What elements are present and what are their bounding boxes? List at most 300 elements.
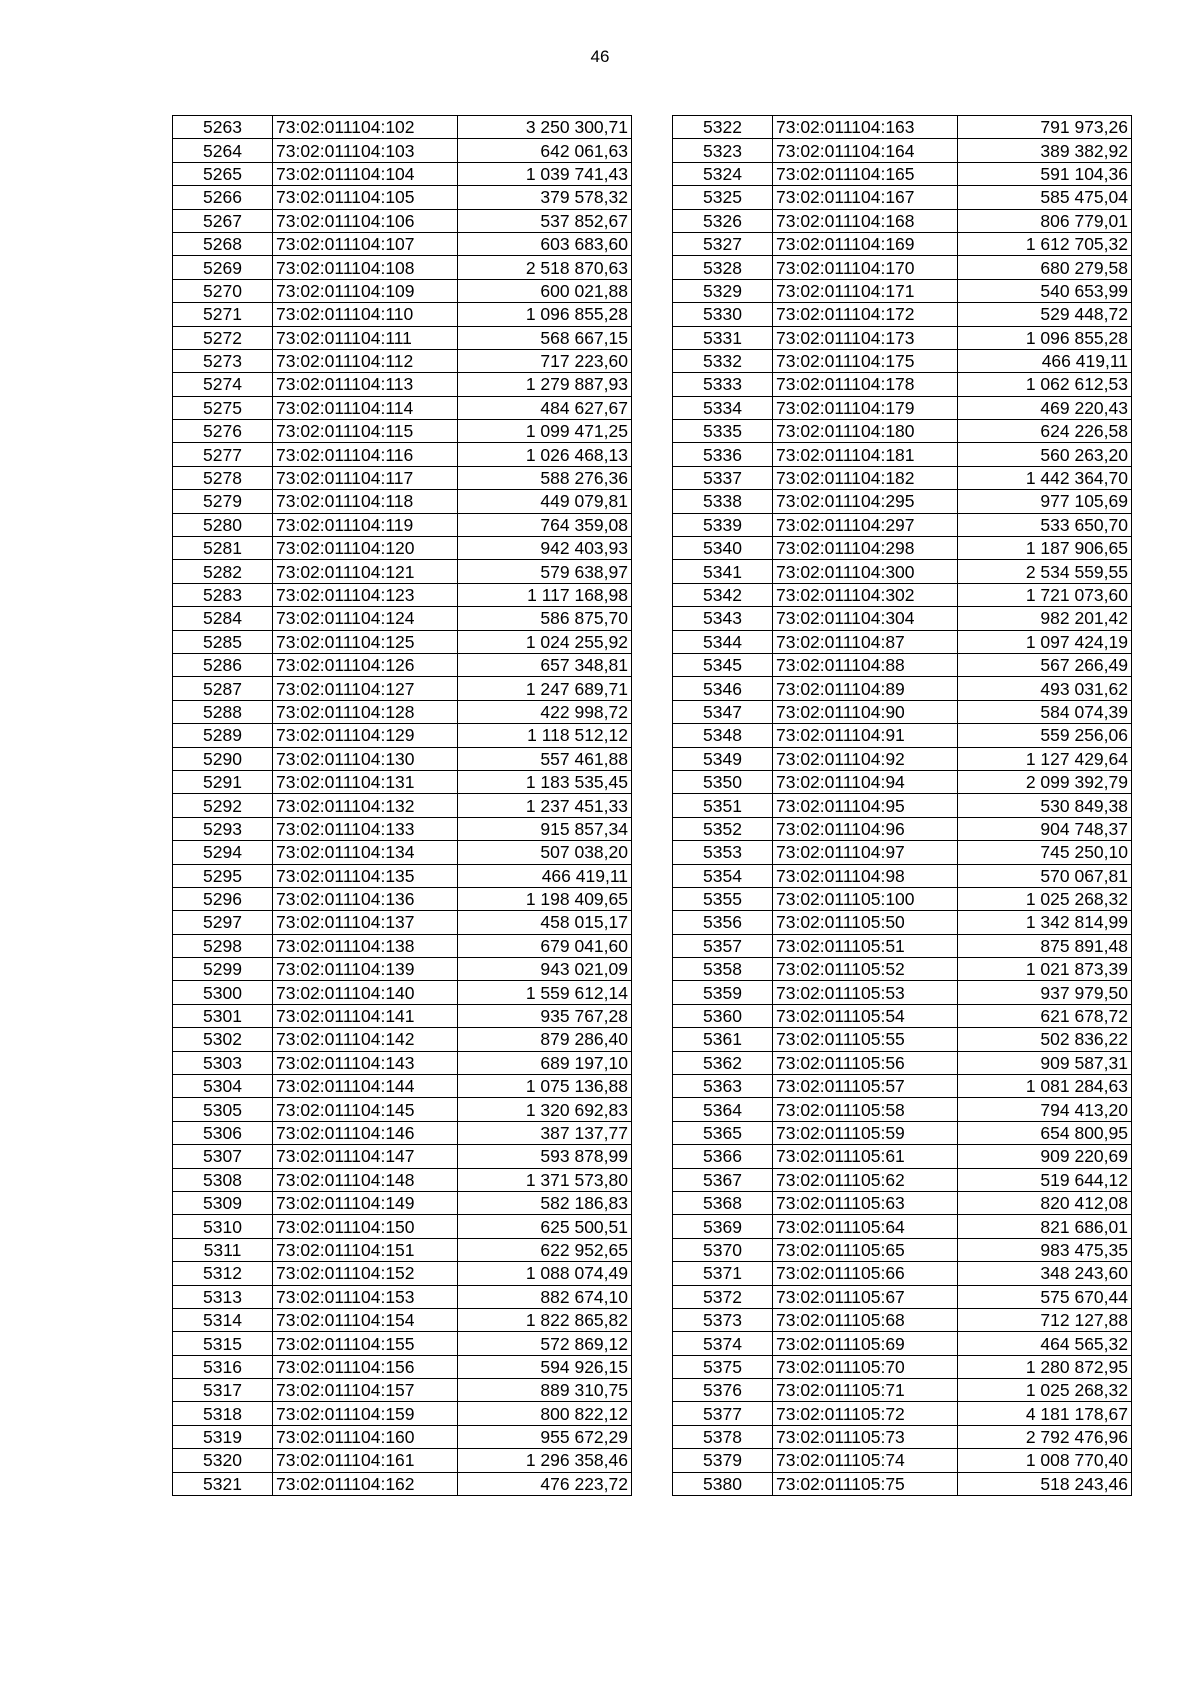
- row-number-cell: 5272: [173, 326, 273, 349]
- row-number-cell: 5337: [673, 466, 773, 489]
- row-number-cell: 5271: [173, 303, 273, 326]
- cadastral-number-cell: 73:02:011104:142: [273, 1028, 458, 1051]
- table-row: [673, 1051, 1132, 1074]
- table-row: [173, 186, 632, 209]
- cadastral-number-cell: 73:02:011104:181: [773, 443, 958, 466]
- cadastral-number-cell: 73:02:011104:141: [273, 1004, 458, 1027]
- row-number-cell: 5283: [173, 583, 273, 606]
- row-number-cell: 5309: [173, 1191, 273, 1214]
- cadastral-number-cell: 73:02:011104:164: [773, 139, 958, 162]
- cadastral-number-cell: 73:02:011105:59: [773, 1121, 958, 1144]
- row-number-cell: 5305: [173, 1098, 273, 1121]
- value-cell: 579 638,97: [458, 560, 632, 583]
- value-cell: 559 256,06: [958, 724, 1132, 747]
- cadastral-number-cell: 73:02:011104:129: [273, 724, 458, 747]
- table-row: [173, 583, 632, 606]
- cadastral-number-cell: 73:02:011104:133: [273, 817, 458, 840]
- table-row: [673, 607, 1132, 630]
- cadastral-number-cell: 73:02:011104:97: [773, 841, 958, 864]
- table-row: [673, 1285, 1132, 1308]
- table-row: [173, 1262, 632, 1285]
- cadastral-number-cell: 73:02:011104:117: [273, 466, 458, 489]
- cadastral-number-cell: 73:02:011105:71: [773, 1379, 958, 1402]
- cadastral-number-cell: 73:02:011105:70: [773, 1355, 958, 1378]
- cadastral-number-cell: 73:02:011104:144: [273, 1075, 458, 1098]
- cadastral-number-cell: 73:02:011104:152: [273, 1262, 458, 1285]
- table-row: [673, 490, 1132, 513]
- table-row: [173, 537, 632, 560]
- value-cell: 469 220,43: [958, 396, 1132, 419]
- table-row: [673, 1028, 1132, 1051]
- row-number-cell: 5330: [673, 303, 773, 326]
- table-row: [173, 1379, 632, 1402]
- cadastral-number-cell: 73:02:011104:123: [273, 583, 458, 606]
- table-row: [673, 326, 1132, 349]
- table-row: [173, 958, 632, 981]
- row-number-cell: 5281: [173, 537, 273, 560]
- cadastral-number-cell: 73:02:011104:87: [773, 630, 958, 653]
- cadastral-number-cell: 73:02:011104:153: [273, 1285, 458, 1308]
- cadastral-number-cell: 73:02:011104:128: [273, 700, 458, 723]
- table-row: [173, 934, 632, 957]
- row-number-cell: 5269: [173, 256, 273, 279]
- value-cell: 1 822 865,82: [458, 1308, 632, 1331]
- table-row: [173, 1238, 632, 1261]
- cadastral-number-cell: 73:02:011104:91: [773, 724, 958, 747]
- cadastral-number-cell: 73:02:011105:57: [773, 1075, 958, 1098]
- row-number-cell: 5313: [173, 1285, 273, 1308]
- cadastral-number-cell: 73:02:011104:135: [273, 864, 458, 887]
- table-row: [173, 1028, 632, 1051]
- value-cell: 582 186,83: [458, 1191, 632, 1214]
- cadastral-number-cell: 73:02:011104:160: [273, 1425, 458, 1448]
- cadastral-number-cell: 73:02:011104:109: [273, 279, 458, 302]
- cadastral-number-cell: 73:02:011104:178: [773, 373, 958, 396]
- table-row: [173, 1285, 632, 1308]
- cadastral-number-cell: 73:02:011104:127: [273, 677, 458, 700]
- cadastral-number-cell: 73:02:011104:116: [273, 443, 458, 466]
- cadastral-number-cell: 73:02:011104:89: [773, 677, 958, 700]
- table-row: [173, 770, 632, 793]
- value-cell: 1 237 451,33: [458, 794, 632, 817]
- table-row: [173, 677, 632, 700]
- table-row: [673, 256, 1132, 279]
- table-row: [173, 607, 632, 630]
- cadastral-number-cell: 73:02:011104:130: [273, 747, 458, 770]
- value-cell: 1 039 741,43: [458, 162, 632, 185]
- table-row: [673, 1075, 1132, 1098]
- cadastral-number-cell: 73:02:011105:65: [773, 1238, 958, 1261]
- value-cell: 1 296 358,46: [458, 1449, 632, 1472]
- row-number-cell: 5355: [673, 887, 773, 910]
- cadastral-number-cell: 73:02:011104:167: [773, 186, 958, 209]
- cadastral-number-cell: 73:02:011104:139: [273, 958, 458, 981]
- value-cell: 1 247 689,71: [458, 677, 632, 700]
- row-number-cell: 5364: [673, 1098, 773, 1121]
- value-cell: 507 038,20: [458, 841, 632, 864]
- value-cell: 476 223,72: [458, 1472, 632, 1495]
- row-number-cell: 5338: [673, 490, 773, 513]
- row-number-cell: 5343: [673, 607, 773, 630]
- value-cell: 1 442 364,70: [958, 466, 1132, 489]
- table-row: [673, 700, 1132, 723]
- table-row: [673, 770, 1132, 793]
- value-cell: 449 079,81: [458, 490, 632, 513]
- row-number-cell: 5371: [673, 1262, 773, 1285]
- row-number-cell: 5368: [673, 1191, 773, 1214]
- row-number-cell: 5270: [173, 279, 273, 302]
- value-cell: 387 137,77: [458, 1121, 632, 1144]
- row-number-cell: 5318: [173, 1402, 273, 1425]
- table-row: [173, 443, 632, 466]
- row-number-cell: 5363: [673, 1075, 773, 1098]
- value-cell: 4 181 178,67: [958, 1402, 1132, 1425]
- table-row: [673, 1402, 1132, 1425]
- value-cell: 584 074,39: [958, 700, 1132, 723]
- cadastral-table-left: [172, 115, 632, 1496]
- cadastral-number-cell: 73:02:011104:295: [773, 490, 958, 513]
- value-cell: 622 952,65: [458, 1238, 632, 1261]
- value-cell: 1 099 471,25: [458, 420, 632, 443]
- table-row: [673, 887, 1132, 910]
- row-number-cell: 5322: [673, 116, 773, 139]
- value-cell: 717 223,60: [458, 349, 632, 372]
- row-number-cell: 5293: [173, 817, 273, 840]
- table-row: [673, 420, 1132, 443]
- row-number-cell: 5267: [173, 209, 273, 232]
- cadastral-number-cell: 73:02:011105:100: [773, 887, 958, 910]
- value-cell: 389 382,92: [958, 139, 1132, 162]
- value-cell: 585 475,04: [958, 186, 1132, 209]
- value-cell: 575 670,44: [958, 1285, 1132, 1308]
- table-row: [173, 420, 632, 443]
- cadastral-number-cell: 73:02:011105:69: [773, 1332, 958, 1355]
- value-cell: 689 197,10: [458, 1051, 632, 1074]
- row-number-cell: 5276: [173, 420, 273, 443]
- row-number-cell: 5275: [173, 396, 273, 419]
- cadastral-number-cell: 73:02:011105:64: [773, 1215, 958, 1238]
- row-number-cell: 5365: [673, 1121, 773, 1144]
- row-number-cell: 5332: [673, 349, 773, 372]
- cadastral-number-cell: 73:02:011104:298: [773, 537, 958, 560]
- row-number-cell: 5289: [173, 724, 273, 747]
- cadastral-number-cell: 73:02:011104:114: [273, 396, 458, 419]
- cadastral-number-cell: 73:02:011104:182: [773, 466, 958, 489]
- value-cell: 1 081 284,63: [958, 1075, 1132, 1098]
- cadastral-number-cell: 73:02:011104:170: [773, 256, 958, 279]
- cadastral-number-cell: 73:02:011104:148: [273, 1168, 458, 1191]
- row-number-cell: 5294: [173, 841, 273, 864]
- table-row: [673, 677, 1132, 700]
- cadastral-number-cell: 73:02:011104:115: [273, 420, 458, 443]
- value-cell: 942 403,93: [458, 537, 632, 560]
- value-cell: 1 075 136,88: [458, 1075, 632, 1098]
- row-number-cell: 5288: [173, 700, 273, 723]
- cadastral-number-cell: 73:02:011105:58: [773, 1098, 958, 1121]
- row-number-cell: 5341: [673, 560, 773, 583]
- table-row: [673, 934, 1132, 957]
- cadastral-number-cell: 73:02:011104:172: [773, 303, 958, 326]
- value-cell: 603 683,60: [458, 232, 632, 255]
- cadastral-number-cell: 73:02:011104:304: [773, 607, 958, 630]
- table-row: [173, 1145, 632, 1168]
- value-cell: 348 243,60: [958, 1262, 1132, 1285]
- table-row: [173, 513, 632, 536]
- row-number-cell: 5367: [673, 1168, 773, 1191]
- table-row: [673, 1238, 1132, 1261]
- value-cell: 1 096 855,28: [958, 326, 1132, 349]
- table-row: [673, 396, 1132, 419]
- cadastral-number-cell: 73:02:011104:125: [273, 630, 458, 653]
- row-number-cell: 5298: [173, 934, 273, 957]
- table-row: [673, 373, 1132, 396]
- row-number-cell: 5287: [173, 677, 273, 700]
- row-number-cell: 5323: [673, 139, 773, 162]
- cadastral-number-cell: 73:02:011104:98: [773, 864, 958, 887]
- cadastral-number-cell: 73:02:011105:50: [773, 911, 958, 934]
- row-number-cell: 5290: [173, 747, 273, 770]
- value-cell: 466 419,11: [958, 349, 1132, 372]
- row-number-cell: 5326: [673, 209, 773, 232]
- table-row: [173, 466, 632, 489]
- cadastral-number-cell: 73:02:011104:143: [273, 1051, 458, 1074]
- value-cell: 657 348,81: [458, 653, 632, 676]
- row-number-cell: 5306: [173, 1121, 273, 1144]
- row-number-cell: 5308: [173, 1168, 273, 1191]
- value-cell: 1 187 906,65: [958, 537, 1132, 560]
- table-row: [673, 1379, 1132, 1402]
- table-row: [173, 1425, 632, 1448]
- row-number-cell: 5351: [673, 794, 773, 817]
- table-row: [173, 139, 632, 162]
- cadastral-number-cell: 73:02:011104:163: [773, 116, 958, 139]
- table-row: [673, 1168, 1132, 1191]
- cadastral-number-cell: 73:02:011104:147: [273, 1145, 458, 1168]
- value-cell: 529 448,72: [958, 303, 1132, 326]
- value-cell: 2 099 392,79: [958, 770, 1132, 793]
- row-number-cell: 5354: [673, 864, 773, 887]
- table-row: [673, 747, 1132, 770]
- cadastral-number-cell: 73:02:011104:102: [273, 116, 458, 139]
- table-row: [173, 560, 632, 583]
- value-cell: 624 226,58: [958, 420, 1132, 443]
- table-row: [173, 1121, 632, 1144]
- value-cell: 484 627,67: [458, 396, 632, 419]
- cadastral-number-cell: 73:02:011105:73: [773, 1425, 958, 1448]
- row-number-cell: 5348: [673, 724, 773, 747]
- cadastral-number-cell: 73:02:011104:156: [273, 1355, 458, 1378]
- table-row: [673, 724, 1132, 747]
- cadastral-number-cell: 73:02:011105:53: [773, 981, 958, 1004]
- value-cell: 679 041,60: [458, 934, 632, 957]
- cadastral-number-cell: 73:02:011104:88: [773, 653, 958, 676]
- cadastral-number-cell: 73:02:011104:145: [273, 1098, 458, 1121]
- row-number-cell: 5356: [673, 911, 773, 934]
- row-number-cell: 5278: [173, 466, 273, 489]
- table-row: [673, 794, 1132, 817]
- value-cell: 540 653,99: [958, 279, 1132, 302]
- row-number-cell: 5320: [173, 1449, 273, 1472]
- cadastral-number-cell: 73:02:011104:159: [273, 1402, 458, 1425]
- cadastral-number-cell: 73:02:011105:75: [773, 1472, 958, 1495]
- table-row: [673, 560, 1132, 583]
- cadastral-number-cell: 73:02:011104:168: [773, 209, 958, 232]
- table-row: [673, 1215, 1132, 1238]
- table-row: [173, 256, 632, 279]
- row-number-cell: 5344: [673, 630, 773, 653]
- row-number-cell: 5304: [173, 1075, 273, 1098]
- table-row: [173, 1004, 632, 1027]
- value-cell: 1 127 429,64: [958, 747, 1132, 770]
- cadastral-number-cell: 73:02:011105:54: [773, 1004, 958, 1027]
- table-row: [173, 981, 632, 1004]
- table-row: [173, 794, 632, 817]
- cadastral-number-cell: 73:02:011104:118: [273, 490, 458, 513]
- table-row: [673, 1262, 1132, 1285]
- table-row: [673, 630, 1132, 653]
- cadastral-number-cell: 73:02:011104:155: [273, 1332, 458, 1355]
- cadastral-number-cell: 73:02:011105:74: [773, 1449, 958, 1472]
- cadastral-number-cell: 73:02:011104:297: [773, 513, 958, 536]
- row-number-cell: 5366: [673, 1145, 773, 1168]
- value-cell: 794 413,20: [958, 1098, 1132, 1121]
- table-row: [173, 373, 632, 396]
- table-row: [673, 841, 1132, 864]
- value-cell: 593 878,99: [458, 1145, 632, 1168]
- row-number-cell: 5319: [173, 1425, 273, 1448]
- table-row: [173, 1215, 632, 1238]
- table-row: [673, 864, 1132, 887]
- cadastral-number-cell: 73:02:011104:300: [773, 560, 958, 583]
- value-cell: 1 021 873,39: [958, 958, 1132, 981]
- table-row: [173, 1051, 632, 1074]
- cadastral-number-cell: 73:02:011104:92: [773, 747, 958, 770]
- row-number-cell: 5380: [673, 1472, 773, 1495]
- row-number-cell: 5369: [673, 1215, 773, 1238]
- row-number-cell: 5376: [673, 1379, 773, 1402]
- row-number-cell: 5378: [673, 1425, 773, 1448]
- cadastral-number-cell: 73:02:011105:51: [773, 934, 958, 957]
- value-cell: 935 767,28: [458, 1004, 632, 1027]
- cadastral-number-cell: 73:02:011104:140: [273, 981, 458, 1004]
- value-cell: 909 587,31: [958, 1051, 1132, 1074]
- table-row: [673, 349, 1132, 372]
- row-number-cell: 5334: [673, 396, 773, 419]
- row-number-cell: 5357: [673, 934, 773, 957]
- table-row: [173, 1402, 632, 1425]
- table-row: [673, 303, 1132, 326]
- value-cell: 1 118 512,12: [458, 724, 632, 747]
- cadastral-number-cell: 73:02:011104:131: [273, 770, 458, 793]
- cadastral-number-cell: 73:02:011105:67: [773, 1285, 958, 1308]
- row-number-cell: 5312: [173, 1262, 273, 1285]
- cadastral-number-cell: 73:02:011105:61: [773, 1145, 958, 1168]
- table-row: [173, 303, 632, 326]
- cadastral-number-cell: 73:02:011104:150: [273, 1215, 458, 1238]
- table-row: [173, 1168, 632, 1191]
- row-number-cell: 5311: [173, 1238, 273, 1261]
- value-cell: 889 310,75: [458, 1379, 632, 1402]
- cadastral-number-cell: 73:02:011104:108: [273, 256, 458, 279]
- page-number: 46: [590, 47, 610, 66]
- value-cell: 533 650,70: [958, 513, 1132, 536]
- value-cell: 791 973,26: [958, 116, 1132, 139]
- row-number-cell: 5310: [173, 1215, 273, 1238]
- cadastral-number-cell: 73:02:011104:173: [773, 326, 958, 349]
- value-cell: 519 644,12: [958, 1168, 1132, 1191]
- value-cell: 502 836,22: [958, 1028, 1132, 1051]
- table-row: [673, 279, 1132, 302]
- row-number-cell: 5362: [673, 1051, 773, 1074]
- value-cell: 586 875,70: [458, 607, 632, 630]
- value-cell: 1 097 424,19: [958, 630, 1132, 653]
- value-cell: 594 926,15: [458, 1355, 632, 1378]
- value-cell: 625 500,51: [458, 1215, 632, 1238]
- row-number-cell: 5335: [673, 420, 773, 443]
- table-row: [173, 116, 632, 139]
- value-cell: 1 198 409,65: [458, 887, 632, 910]
- cadastral-number-cell: 73:02:011104:119: [273, 513, 458, 536]
- row-number-cell: 5372: [673, 1285, 773, 1308]
- row-number-cell: 5353: [673, 841, 773, 864]
- table-row: [673, 1191, 1132, 1214]
- row-number-cell: 5302: [173, 1028, 273, 1051]
- table-row: [673, 958, 1132, 981]
- row-number-cell: 5285: [173, 630, 273, 653]
- cadastral-number-cell: 73:02:011104:138: [273, 934, 458, 957]
- row-number-cell: 5282: [173, 560, 273, 583]
- table-row: [673, 1425, 1132, 1448]
- value-cell: 882 674,10: [458, 1285, 632, 1308]
- table-row: [173, 911, 632, 934]
- row-number-cell: 5303: [173, 1051, 273, 1074]
- value-cell: 572 869,12: [458, 1332, 632, 1355]
- row-number-cell: 5340: [673, 537, 773, 560]
- value-cell: 600 021,88: [458, 279, 632, 302]
- value-cell: 1 026 468,13: [458, 443, 632, 466]
- cadastral-number-cell: 73:02:011104:106: [273, 209, 458, 232]
- value-cell: 2 518 870,63: [458, 256, 632, 279]
- value-cell: 560 263,20: [958, 443, 1132, 466]
- row-number-cell: 5280: [173, 513, 273, 536]
- cadastral-number-cell: 73:02:011105:66: [773, 1262, 958, 1285]
- value-cell: 1 721 073,60: [958, 583, 1132, 606]
- row-number-cell: 5374: [673, 1332, 773, 1355]
- cadastral-number-cell: 73:02:011104:112: [273, 349, 458, 372]
- cadastral-number-cell: 73:02:011105:68: [773, 1308, 958, 1331]
- value-cell: 379 578,32: [458, 186, 632, 209]
- table-row: [173, 1355, 632, 1378]
- table-row: [673, 653, 1132, 676]
- row-number-cell: 5284: [173, 607, 273, 630]
- row-number-cell: 5377: [673, 1402, 773, 1425]
- value-cell: 937 979,50: [958, 981, 1132, 1004]
- cadastral-number-cell: 73:02:011104:104: [273, 162, 458, 185]
- table-row: [673, 1472, 1132, 1495]
- value-cell: 745 250,10: [958, 841, 1132, 864]
- value-cell: 2 534 559,55: [958, 560, 1132, 583]
- table-row: [673, 209, 1132, 232]
- table-row: [173, 1075, 632, 1098]
- row-number-cell: 5358: [673, 958, 773, 981]
- value-cell: 1 088 074,49: [458, 1262, 632, 1285]
- cadastral-number-cell: 73:02:011105:62: [773, 1168, 958, 1191]
- table-row: [173, 817, 632, 840]
- cadastral-number-cell: 73:02:011105:52: [773, 958, 958, 981]
- table-row: [173, 724, 632, 747]
- cadastral-number-cell: 73:02:011104:105: [273, 186, 458, 209]
- row-number-cell: 5279: [173, 490, 273, 513]
